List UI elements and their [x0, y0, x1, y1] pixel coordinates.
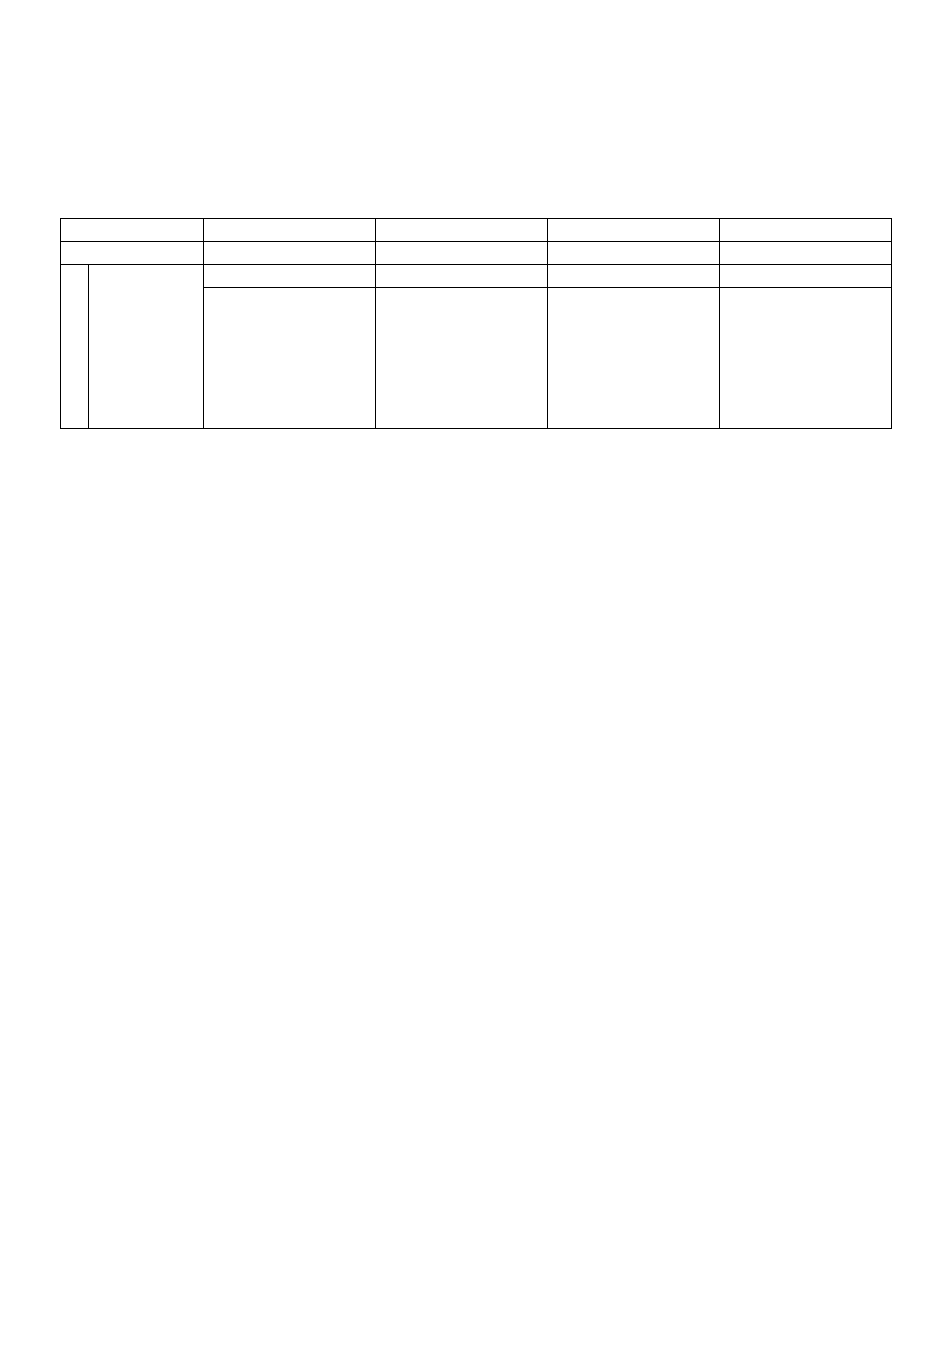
visit-cell[interactable]	[376, 219, 548, 242]
visit-cell[interactable]	[720, 265, 892, 288]
visit-cell[interactable]	[204, 265, 376, 288]
visit-cell[interactable]	[720, 242, 892, 265]
symptom-list	[89, 265, 204, 429]
visit-method-label	[61, 242, 204, 265]
visit-cell[interactable]	[376, 288, 548, 429]
visit-cell[interactable]	[204, 288, 376, 429]
visit-cell[interactable]	[376, 242, 548, 265]
visit-cell[interactable]	[720, 288, 892, 429]
visit-cell[interactable]	[204, 219, 376, 242]
visit-cell[interactable]	[376, 265, 548, 288]
followup-form-table	[60, 218, 892, 429]
visit-date-label	[61, 219, 204, 242]
visit-cell[interactable]	[204, 242, 376, 265]
visit-cell[interactable]	[548, 242, 720, 265]
visit-cell[interactable]	[548, 265, 720, 288]
symptoms-group-label	[61, 265, 89, 429]
visit-cell[interactable]	[548, 288, 720, 429]
visit-cell[interactable]	[548, 219, 720, 242]
visit-cell[interactable]	[720, 219, 892, 242]
